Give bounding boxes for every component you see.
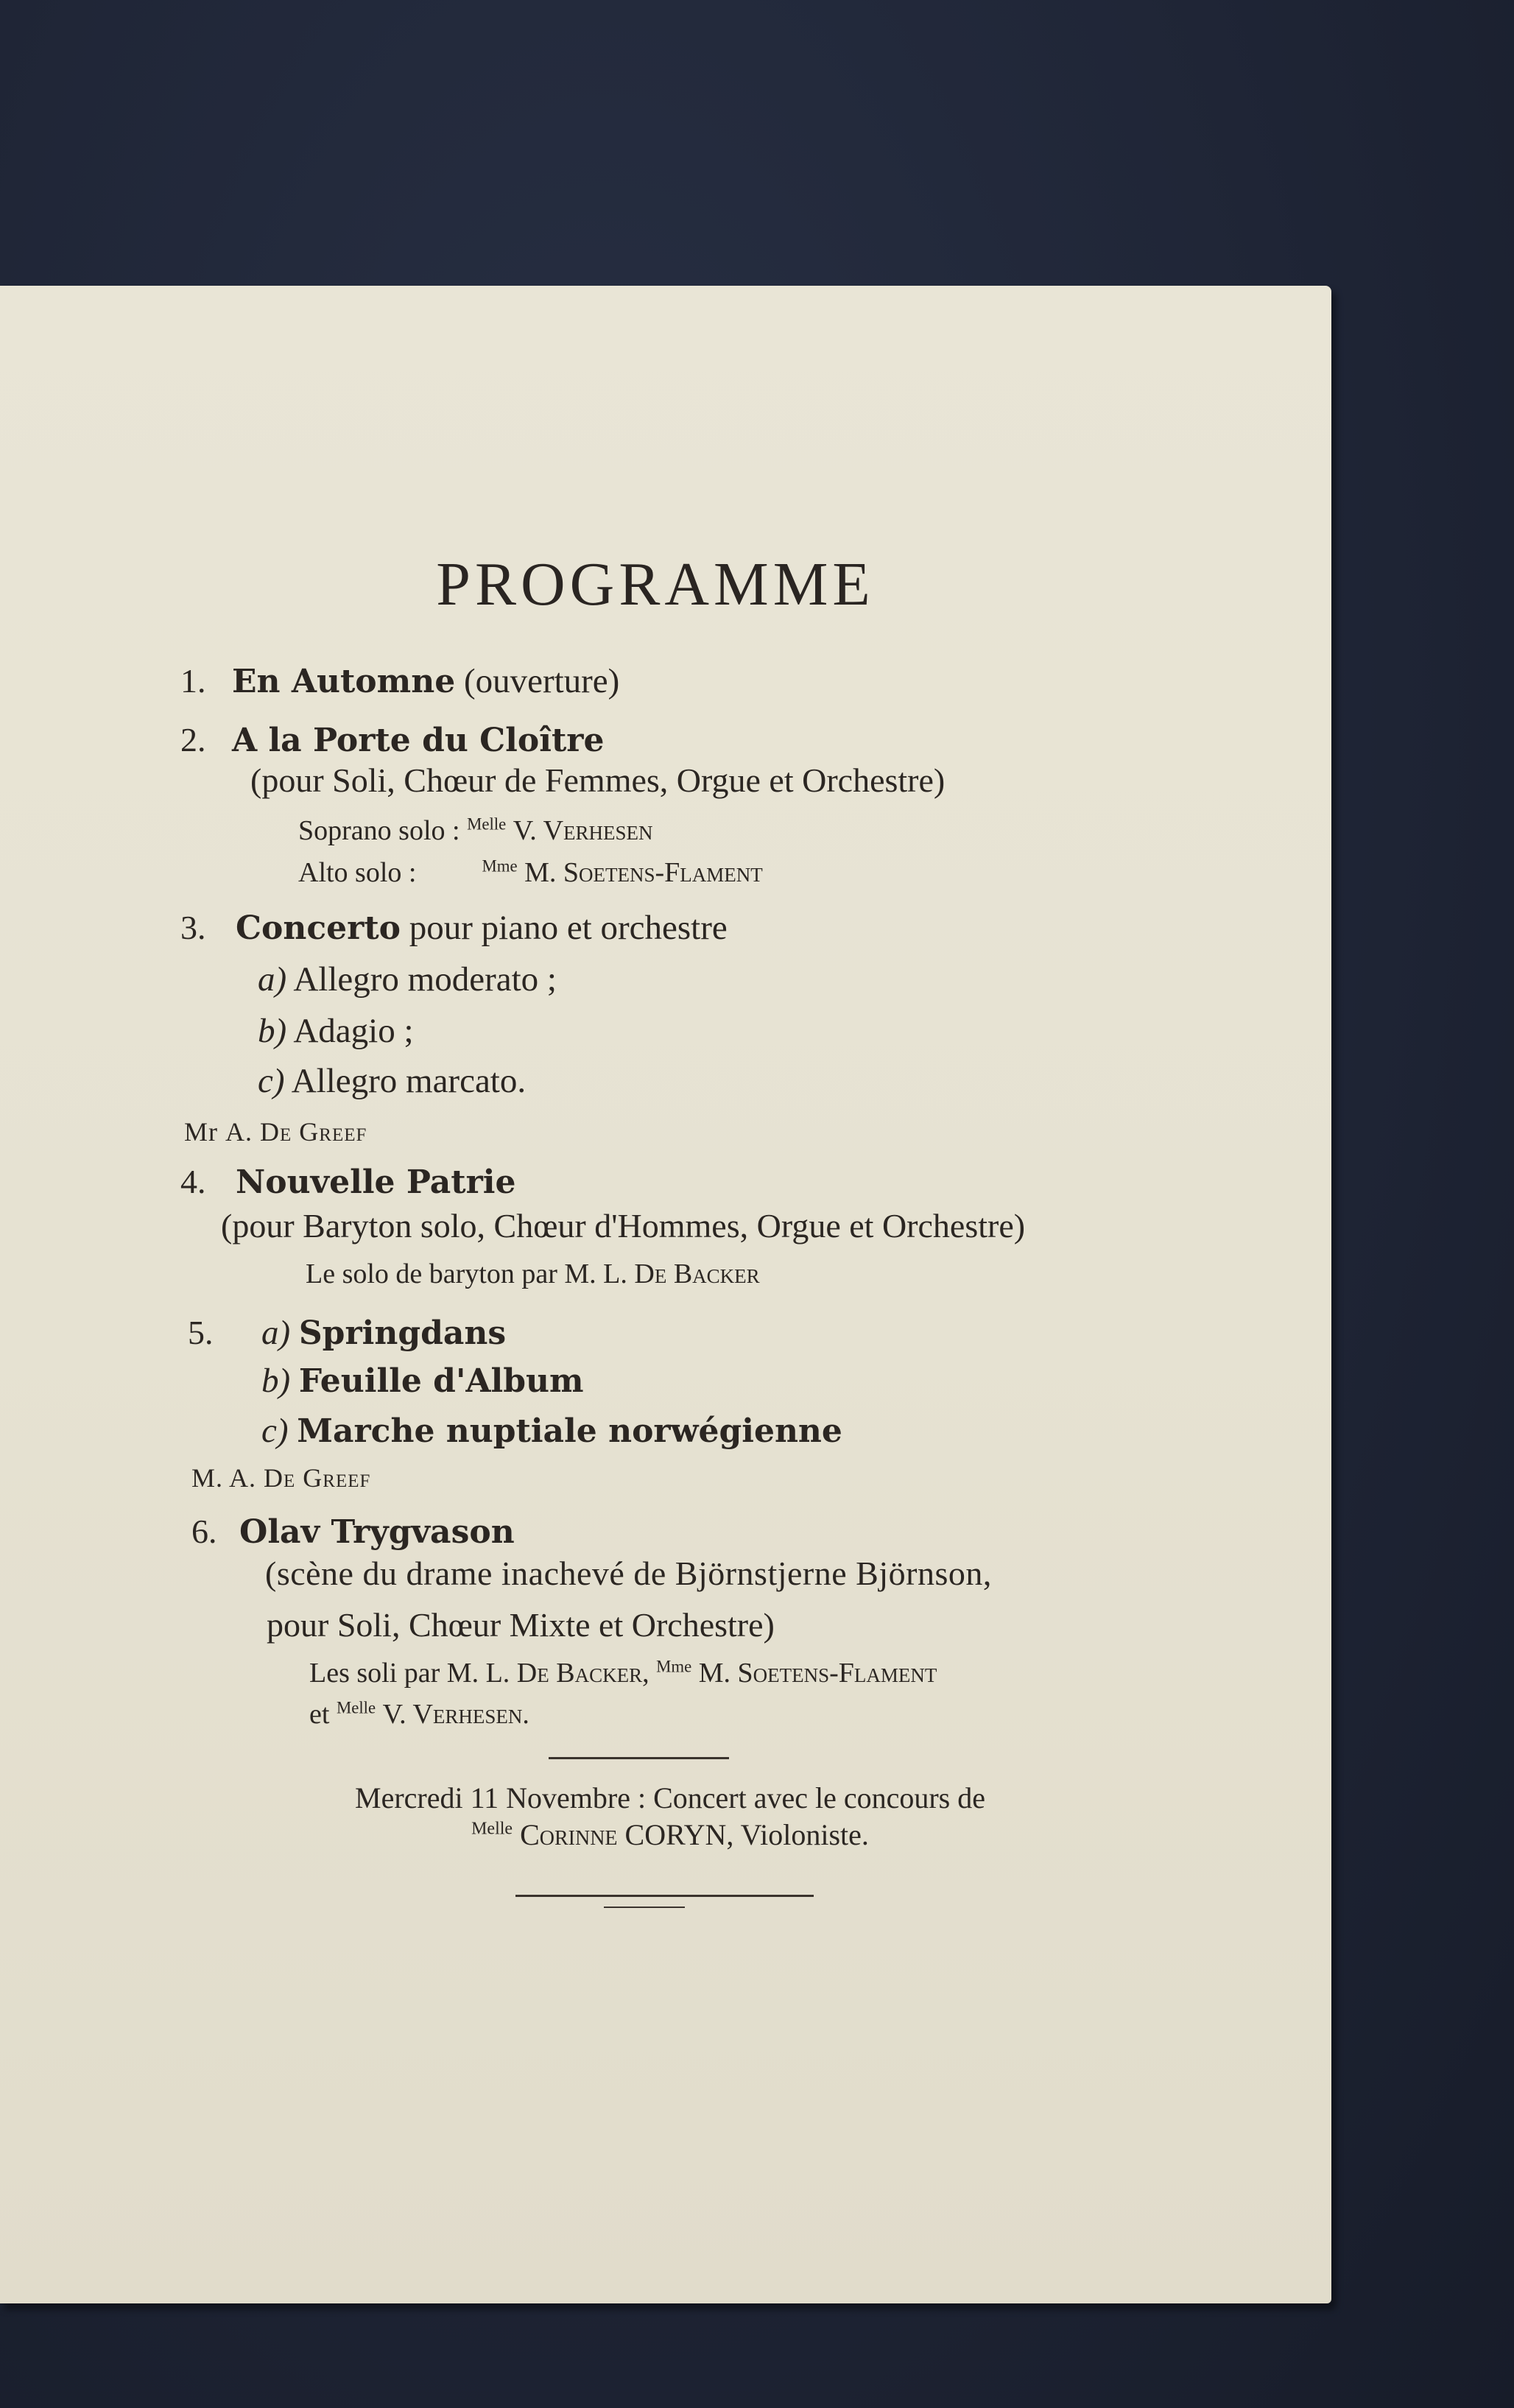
item-detail: (scène du drame inachevé de Björnstjerne Björnson, xyxy=(265,1555,992,1592)
item-number: 4. xyxy=(180,1163,206,1200)
piece-title: Marche nuptiale norwégienne xyxy=(297,1412,842,1450)
movement-text: Adagio ; xyxy=(293,1012,414,1050)
item-number: 6. xyxy=(191,1513,217,1550)
closing-rule xyxy=(515,1895,814,1897)
soloist-name: V. Verhesen xyxy=(513,815,653,846)
soloist-conjunction: et xyxy=(309,1699,330,1730)
movement-letter: b) xyxy=(258,1012,287,1050)
piece-line xyxy=(261,1411,842,1451)
item-detail: pour Soli, Chœur Mixte et Orchestre) xyxy=(267,1606,775,1644)
soloist-line xyxy=(306,1258,760,1290)
soloist-title: Mme xyxy=(656,1657,692,1676)
soloist-line xyxy=(298,856,763,889)
footer-performer-surname: CORYN, xyxy=(624,1818,734,1851)
footer-performer-role: Violoniste. xyxy=(740,1818,869,1851)
soloist-name: M. Soetens-Flament xyxy=(698,1658,937,1689)
soloist-line xyxy=(309,1698,529,1731)
soloist-name: V. Verhesen. xyxy=(382,1699,529,1730)
soloist-name: M. L. De Backer, xyxy=(446,1658,649,1689)
movement-line xyxy=(258,1011,414,1051)
programme-item-5 xyxy=(188,1313,506,1353)
performer-name: A. De Greef xyxy=(225,1117,367,1147)
performer-title: Mr xyxy=(184,1117,218,1147)
footer-performer xyxy=(280,1817,1060,1852)
item-title: Nouvelle Patrie xyxy=(236,1163,516,1201)
piece-title: Springdans xyxy=(298,1314,507,1352)
item-detail: (pour Soli, Chœur de Femmes, Orgue et Orchestre) xyxy=(250,761,946,799)
item-title: Olav Trygvason xyxy=(239,1513,515,1551)
footer-announcement: Mercredi 11 Novembre : Concert avec le concours de xyxy=(355,1781,985,1814)
performer-line xyxy=(184,1116,367,1147)
programme-item-6 xyxy=(191,1512,515,1552)
performer-name: M. A. De Greef xyxy=(191,1463,371,1493)
piece-letter: a) xyxy=(261,1314,291,1352)
programme-item-4 xyxy=(180,1162,516,1202)
item-number: 2. xyxy=(180,721,206,758)
piece-letter: b) xyxy=(261,1362,291,1400)
item-number: 5. xyxy=(188,1314,214,1351)
soloist-title: Melle xyxy=(467,814,507,834)
item-number: 3. xyxy=(180,909,206,946)
movement-letter: a) xyxy=(258,960,287,999)
piece-letter: c) xyxy=(261,1412,289,1450)
soloist-name: M. Soetens-Flament xyxy=(524,857,763,888)
soloist-title: Melle xyxy=(336,1698,376,1717)
divider-rule xyxy=(549,1757,729,1759)
soloist-role: Alto solo : xyxy=(298,857,417,888)
soloist-title: Mme xyxy=(482,856,518,876)
movement-text: Allegro marcato. xyxy=(291,1062,527,1100)
item-detail: pour piano et orchestre xyxy=(409,909,728,947)
soloist-line-prefix: Le solo de baryton par xyxy=(306,1258,557,1289)
page-title: PROGRAMME xyxy=(436,550,875,619)
soloist-name: M. L. De Backer xyxy=(564,1258,760,1289)
programme-item-1 xyxy=(180,661,619,701)
programme-page xyxy=(0,286,1331,2303)
item-detail: (ouverture) xyxy=(463,662,620,700)
item-number: 1. xyxy=(180,662,206,700)
piece-title: Feuille d'Album xyxy=(298,1362,584,1400)
soloist-line-prefix: Les soli par xyxy=(309,1658,440,1689)
item-title: En Automne xyxy=(232,663,456,700)
movement-letter: c) xyxy=(258,1062,285,1100)
item-title: A la Porte du Cloître xyxy=(232,722,605,759)
closing-rule-short xyxy=(604,1907,685,1908)
soloist-line xyxy=(309,1657,937,1689)
movement-line xyxy=(258,1061,526,1101)
item-title: Concerto xyxy=(236,909,401,947)
piece-line xyxy=(261,1361,584,1401)
footer-performer-name: Corinne xyxy=(520,1818,618,1851)
performer-line xyxy=(191,1462,370,1493)
programme-item-2 xyxy=(180,720,604,760)
movement-text: Allegro moderato ; xyxy=(293,960,557,999)
item-detail: (pour Baryton solo, Chœur d'Hommes, Orgue et Orchestre) xyxy=(221,1207,1026,1245)
soloist-role: Soprano solo : xyxy=(298,815,460,846)
footer-title: Melle xyxy=(471,1819,513,1839)
programme-item-3 xyxy=(180,908,728,948)
movement-line xyxy=(258,960,557,999)
soloist-line xyxy=(298,814,653,847)
